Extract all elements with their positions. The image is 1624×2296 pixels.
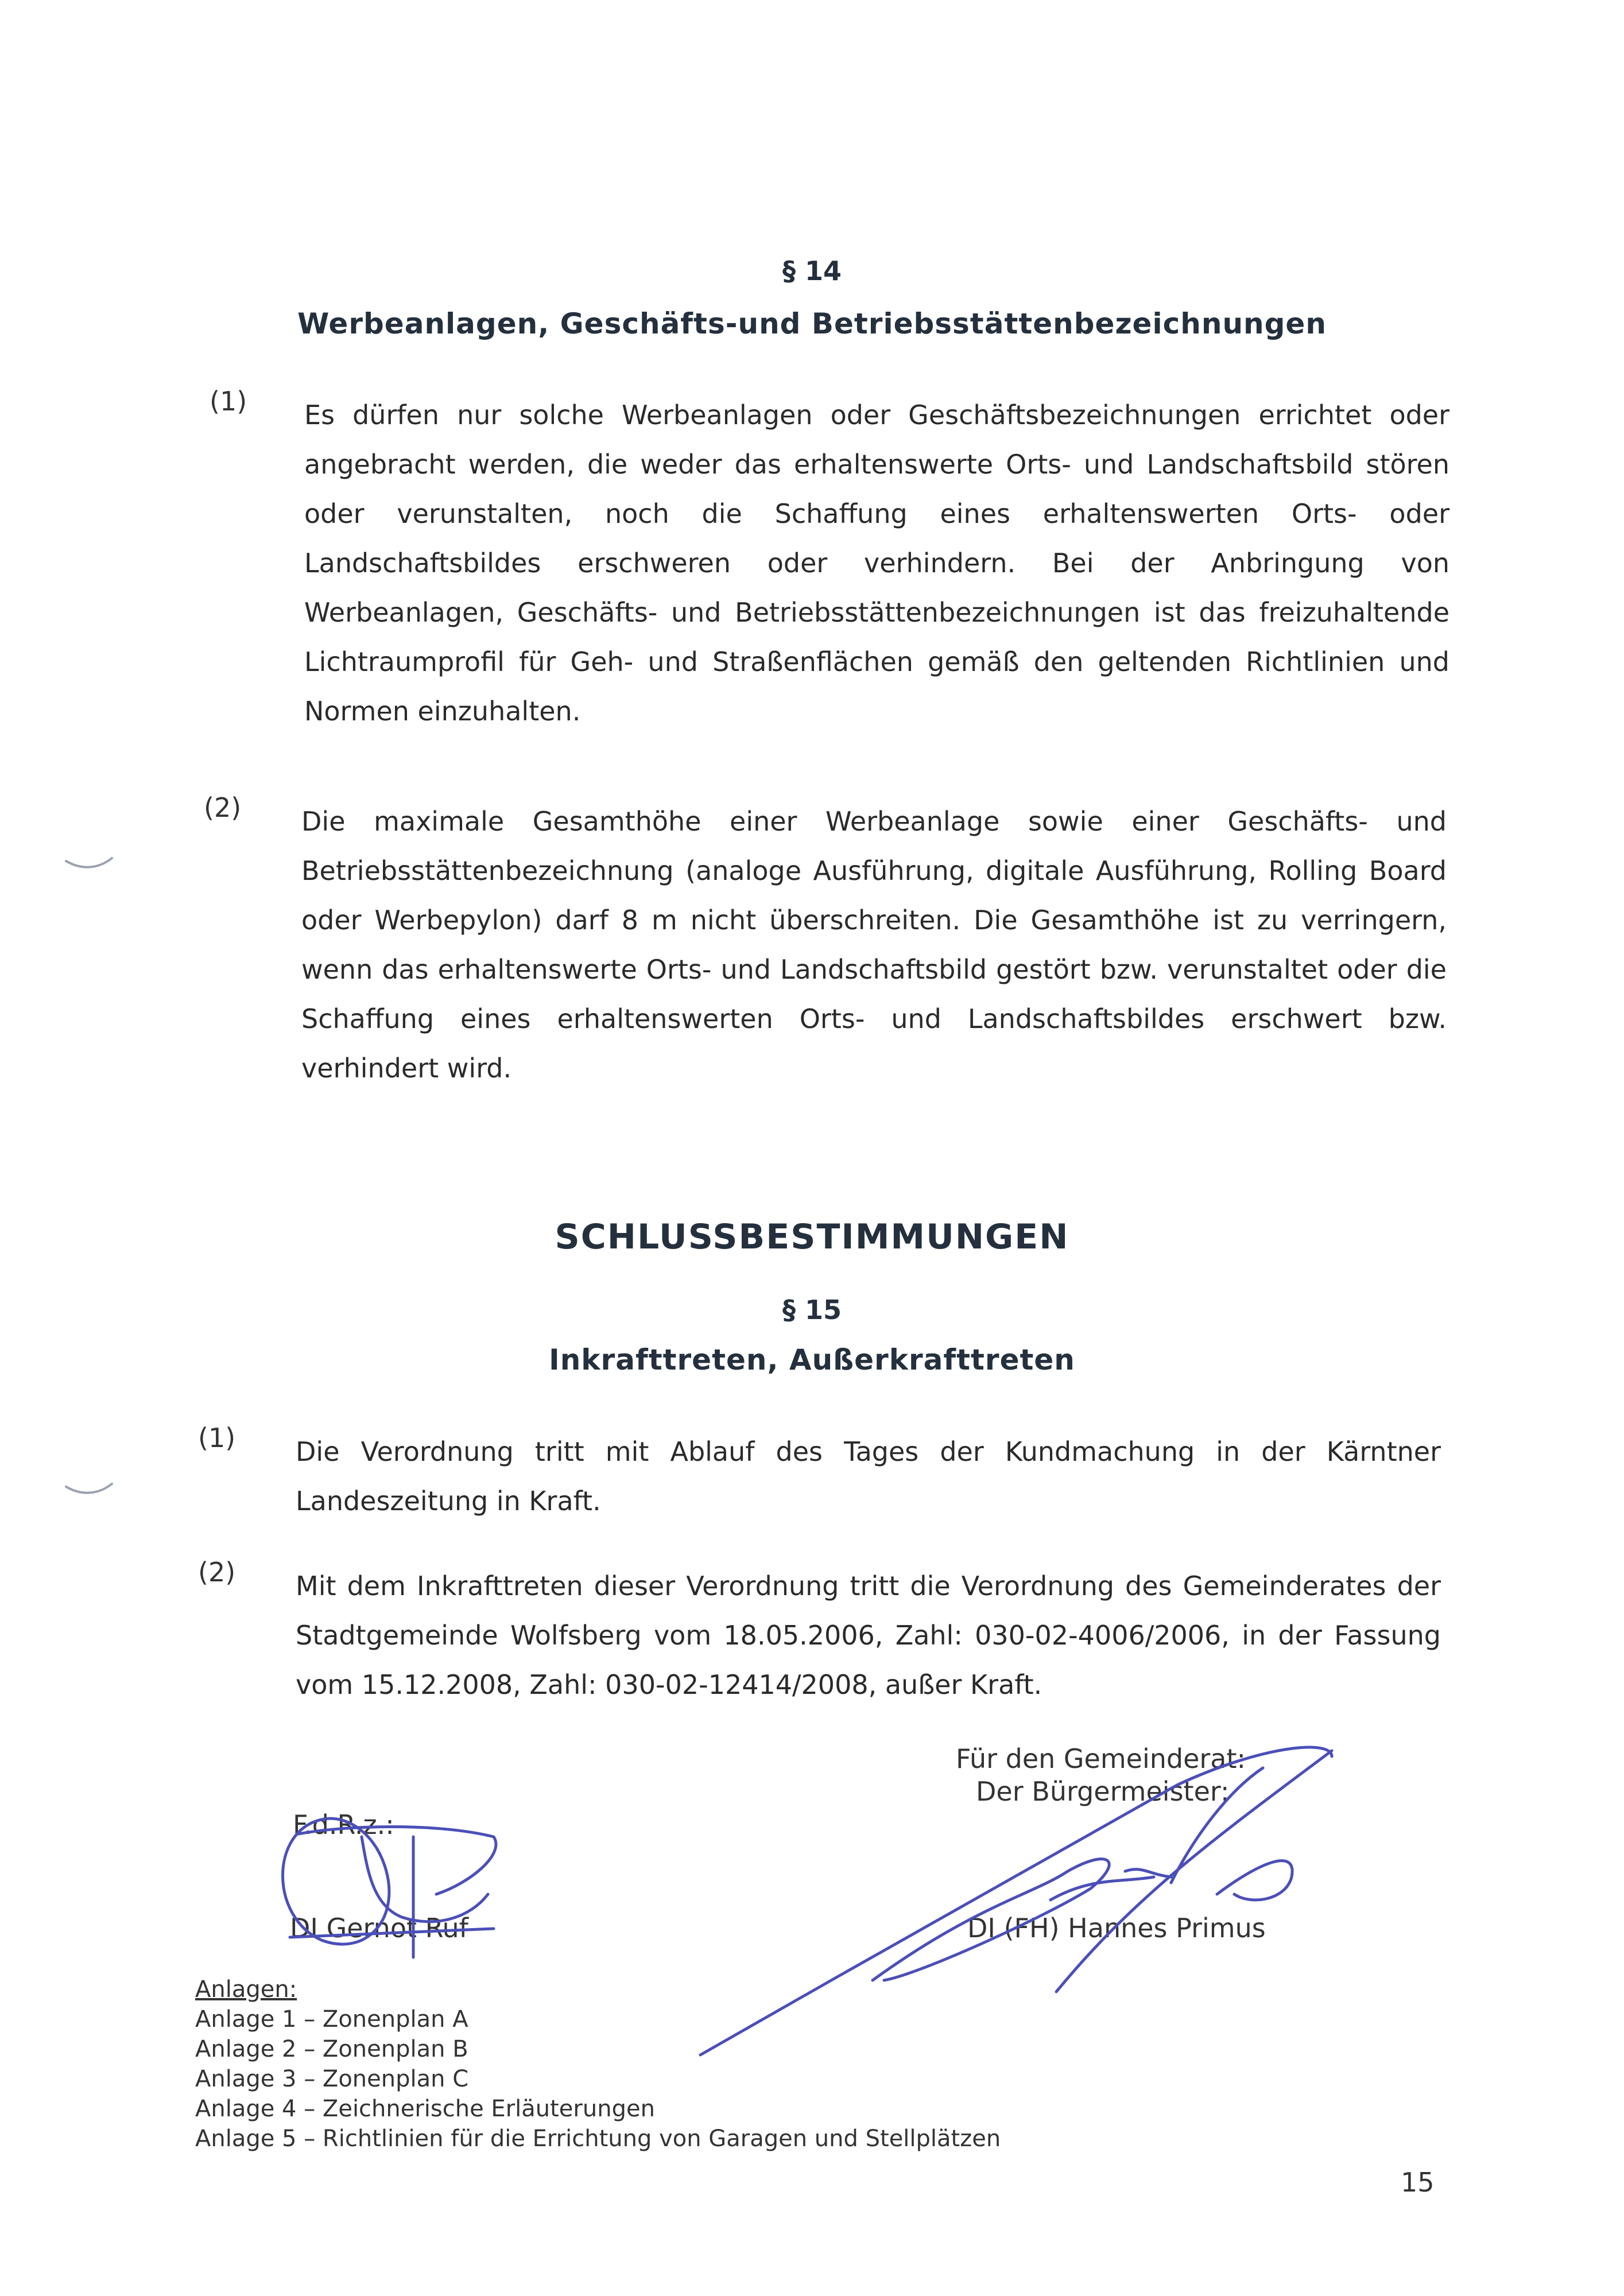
section-14-title: Werbeanlagen, Geschäfts-und Betriebsstättenbezeichnungen (297, 307, 1327, 340)
final-provisions-heading: SCHLUSSBESTIMMUNGEN (555, 1217, 1069, 1257)
right-signature-stroke (873, 1859, 1109, 1980)
right-signatory-name: DI (FH) Hannes Primus (967, 1913, 1266, 1944)
annex-item: Anlage 4 – Zeichnerische Erläuterungen (195, 2096, 655, 2122)
right-signature-label-1: Für den Gemeinderat: (956, 1743, 1246, 1774)
left-signatory-name: DI Gernot Ruf (290, 1913, 468, 1944)
annex-item: Anlage 5 – Richtlinien für die Errichtung von Garagen und Stellplätzen (195, 2126, 1001, 2152)
right-signature-stroke (1051, 1870, 1171, 1900)
section-15-title: Inkrafttreten, Außerkrafttreten (549, 1343, 1075, 1376)
right-signature-stroke (1056, 1751, 1332, 1992)
annex-item: Anlage 2 – Zonenplan B (195, 2036, 468, 2062)
left-signature-label: F.d.R.z.: (293, 1809, 394, 1840)
annex-item: Anlage 3 – Zonenplan C (195, 2066, 469, 2092)
section-14-paragraph-1: Es dürfen nur solche Werbeanlagen oder Geschäftsbezeichnungen errichtet oder angebracht werden, die weder das erhaltenswerte Orts- und Landschaftsbild stören oder verunstalten, noch die Schaffung eines erhaltenswerten Orts- oder Landschaftsbildes erschweren oder verhindern. Bei der Anbringung von Werbeanlagen, Geschäfts- und Betriebsstättenbezeichnungen ist das freizuhaltende Lichtraumprofil für Geh- und Straßenflächen gemäß den geltenden Richtlinien und Normen einzuhalten. (304, 400, 1449, 727)
page-number: 15 (1401, 2167, 1435, 2198)
annex-list (195, 1975, 1001, 2154)
margin-mark (66, 858, 112, 867)
paragraph-number: (2) (204, 792, 242, 823)
left-signature-loop (283, 1818, 389, 1944)
left-signature-stroke (299, 1827, 496, 1895)
paragraph-number: (1) (210, 386, 247, 417)
section-14-number: § 14 (782, 255, 842, 286)
annex-heading: Anlagen: (195, 1976, 297, 2003)
margin-mark (66, 1484, 112, 1493)
section-15-number: § 15 (782, 1294, 842, 1325)
right-signature-stroke (1217, 1861, 1292, 1900)
left-signature-stroke (290, 1929, 494, 1937)
paragraph-number: (2) (198, 1557, 236, 1588)
right-signature-label-2: Der Bürgermeister: (976, 1776, 1230, 1807)
section-14-paragraph-2: Die maximale Gesamthöhe einer Werbeanlage sowie einer Geschäfts- und Betriebsstättenbezeichnung (analoge Ausführung, digitale Ausführung, Rolling Board oder Werbepylon) darf 8 m nicht überschreiten. Die Gesamthöhe ist zu verringern, wenn das erhaltenswerte Orts- und Landschaftsbild gestört bzw. verunstaltet oder die Schaffung eines erhaltenswerten Orts- und Landschaftsbildes erschwert bzw. verhindert wird. (301, 806, 1447, 1084)
section-15-paragraph-1: Die Verordnung tritt mit Ablauf des Tages der Kundmachung in der Kärntner Landeszeitung in Kraft. (296, 1436, 1441, 1517)
paragraph-number: (1) (198, 1422, 236, 1453)
section-15-paragraph-2: Mit dem Inkrafttreten dieser Verordnung tritt die Verordnung des Gemeinderates der Stadtgemeinde Wolfsberg vom 18.05.2006, Zahl: 030-02-4006/2006, in der Fassung vom 15.12.2008, Zahl: 030-02-12414/2008, außer Kraft. (296, 1570, 1441, 1700)
annex-item: Anlage 1 – Zonenplan A (195, 2006, 468, 2033)
